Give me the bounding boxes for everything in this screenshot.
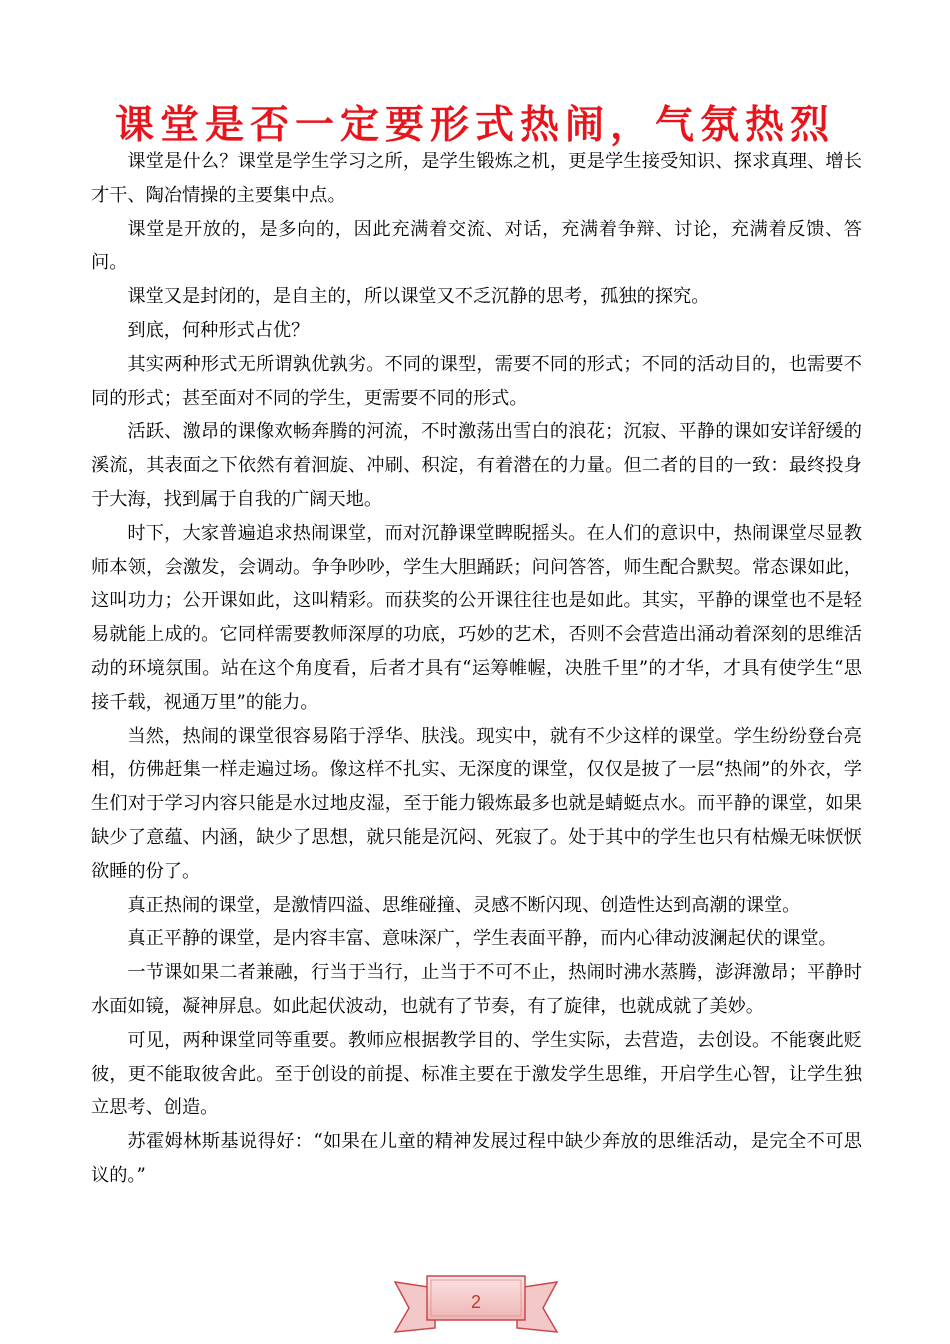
page-number: 2 xyxy=(470,1292,481,1312)
document-body xyxy=(91,145,862,1193)
paragraph: 活跃、激昂的课像欢畅奔腾的河流，不时激荡出雪白的浪花；沉寂、平静的课如安详舒缓的溪流，其表面之下依然有着洄旋、冲刷、积淀，有着潜在的力量。但二者的目的一致：最终投身于大海，找到属于自我的广阔天地。 xyxy=(91,421,862,510)
page-footer xyxy=(391,1272,561,1338)
paragraph: 可见，两种课堂同等重要。教师应根据教学目的、学生实际，去营造，去创设。不能褒此贬彼，更不能取彼舍此。至于创设的前提、标准主要在于激发学生思维，开启学生心智，让学生独立思考、创造。 xyxy=(91,1029,862,1119)
document-title: 课堂是否一定要形式热闹，气氛热烈 xyxy=(114,103,835,148)
paragraph: 当然，热闹的课堂很容易陷于浮华、肤浅。现实中，就有不少这样的课堂。学生纷纷登台亮相，仿佛赶集一样走遍过场。像这样不扎实、无深度的课堂，仅仅是披了一层“热闹”的外衣，学生们对于学习内容只能是水过地皮湿，至于能力锻炼最多也就是蜻蜓点水。而平静的课堂，如果缺少了意蕴、内涵，缺少了思想，就只能是沉闷、死寂了。处于其中的学生也只有枯燥无味恹恹欲睡的份了。 xyxy=(91,725,862,882)
paragraph: 真正热闹的课堂，是激情四溢、思维碰撞、灵感不断闪现、创造性达到高潮的课堂。 xyxy=(127,894,801,916)
paragraph: 课堂是开放的，是多向的，因此充满着交流、对话，充满着争辩、讨论，充满着反馈、答问。 xyxy=(91,218,862,274)
paragraph: 课堂又是封闭的，是自主的，所以课堂又不乏沉静的思考，孤独的探究。 xyxy=(127,286,710,308)
paragraph: 到底，何种形式占优？ xyxy=(127,319,310,341)
paragraph: 苏霍姆林斯基说得好：“如果在儿童的精神发展过程中缺少奔放的思维活动，是完全不可思议的。” xyxy=(91,1131,862,1186)
paragraph: 一节课如果二者兼融，行当于当行，止当于不可不止，热闹时沸水蒸腾，澎湃激昂；平静时水面如镜，凝神屏息。如此起伏波动，也就有了节奏，有了旋律，也就成就了美妙。 xyxy=(91,962,862,1017)
paragraph: 时下，大家普遍追求热闹课堂，而对沉静课堂睥睨摇头。在人们的意识中，热闹课堂尽显教师本领，会激发，会调动。争争吵吵，学生大胆踊跃；问问答答，师生配合默契。常态课如此，这叫功力；公开课如此，这叫精彩。而获奖的公开课往往也是如此。其实，平静的课堂也不是轻易就能上成的。它同样需要教师深厚的功底，巧妙的艺术，否则不会营造出涌动着深刻的思维活动的环境氛围。站在这个角度看，后者才具有“运筹帷幄，决胜千里”的才华，才具有使学生“思接千载，视通万里”的能力。 xyxy=(91,522,862,713)
paragraph: 其实两种形式无所谓孰优孰劣。不同的课型，需要不同的形式；不同的活动目的，也需要不同的形式；甚至面对不同的学生，更需要不同的形式。 xyxy=(91,353,862,409)
paragraph: 课堂是什么？课堂是学生学习之所，是学生锻炼之机，更是学生接受知识、探求真理、增长才干、陶冶情操的主要集中点。 xyxy=(91,151,862,206)
paragraph: 真正平静的课堂，是内容丰富、意味深广，学生表面平静，而内心律动波澜起伏的课堂。 xyxy=(127,928,837,950)
